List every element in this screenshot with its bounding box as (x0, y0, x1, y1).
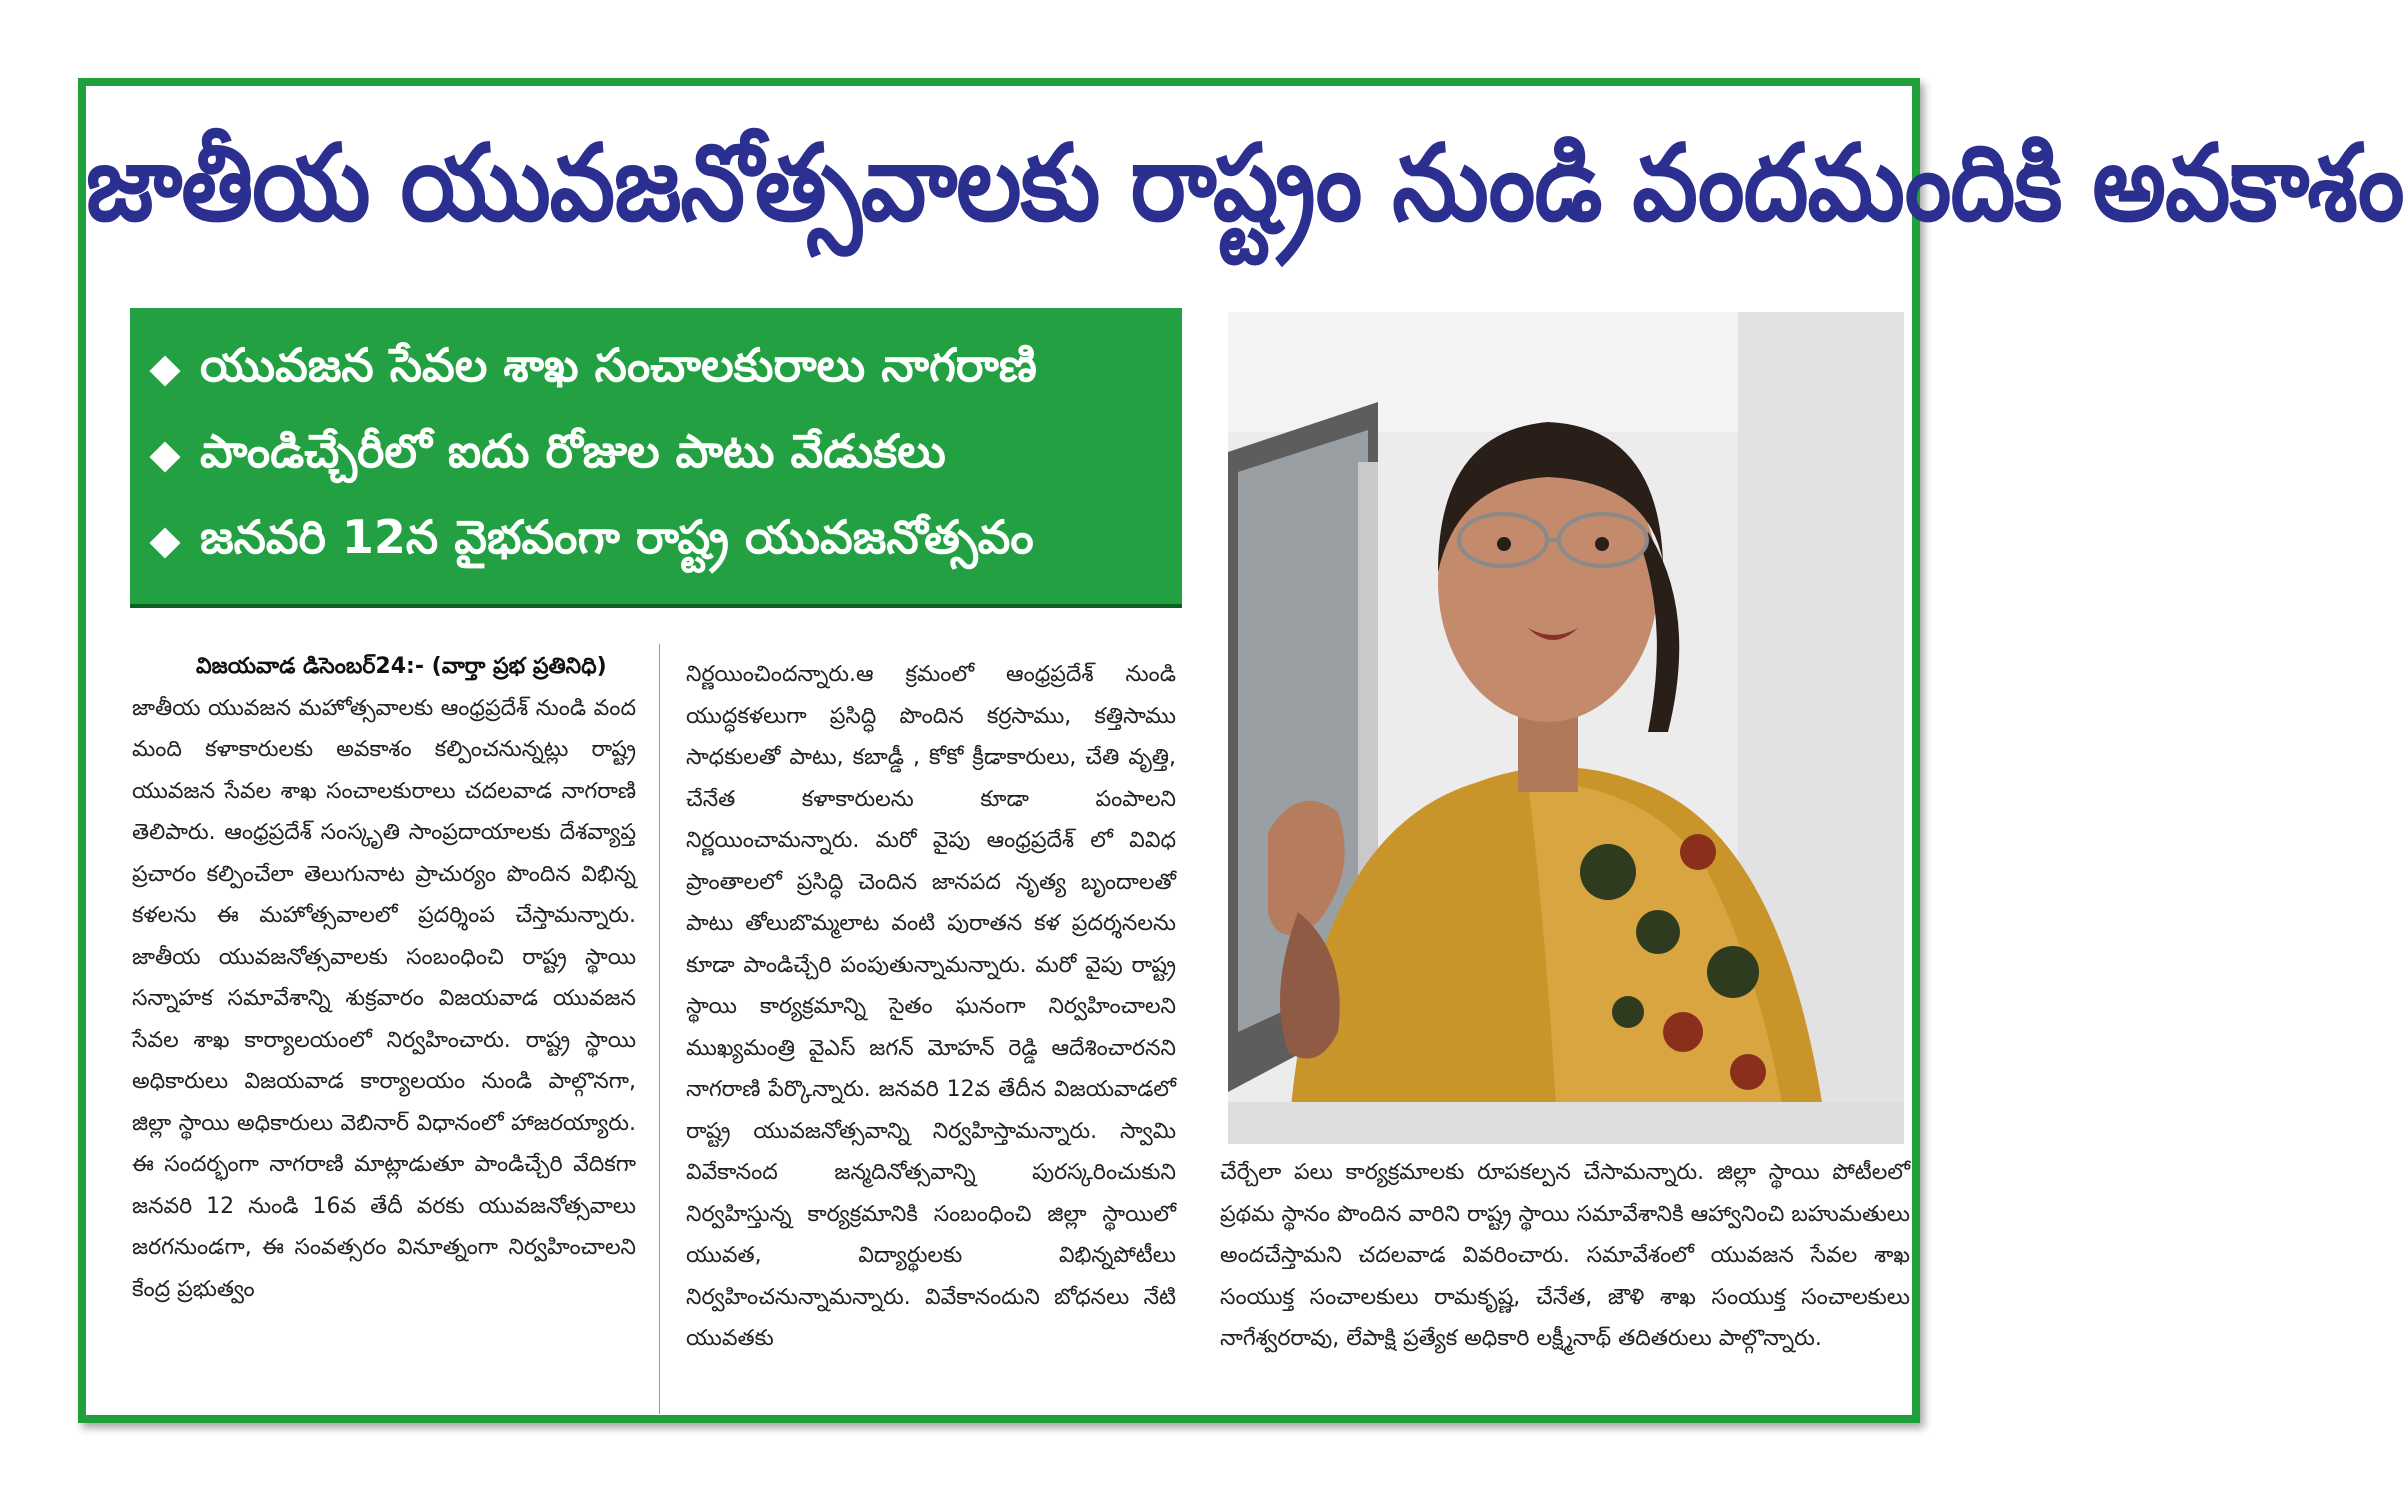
highlights-box (130, 308, 1182, 608)
article-column-2 (686, 654, 1176, 1360)
highlight-text: జనవరి 12న వైభవంగా రాష్ట్ర యువజనోత్సవం (200, 510, 1034, 564)
diamond-bullet-icon (149, 355, 180, 386)
article-dateline: విజయవాడ డిసెంబర్24:- (వార్తా ప్రభ ప్రతినిధి) (196, 654, 607, 679)
article-photo (1228, 312, 1904, 1144)
woman-portrait-image (1228, 312, 1904, 1144)
diamond-bullet-icon (149, 441, 180, 472)
article-headline: జాతీయ యువజనోత్సవాలకు రాష్ట్రం నుండి వందమందికి అవకాశం (86, 121, 2404, 245)
column-text: నిర్ణయించిందన్నారు.ఆ క్రమంలో ఆంధ్రప్రదేశ్ నుండి యుద్ధకళలుగా ప్రసిద్ధి పొందిన కర్రసాము, కత్తిసాము సాధకులతో పాటు, కబాడ్డీ , కోకో క్రీడాకారులు, చేతి వృత్తి, చేనేత కళాకారులను కూడా పంపాలని నిర్ణయించామన్నారు. మరో వైపు ఆంధ్రప్రదేశ్ లో వివిధ ప్రాంతాలలో ప్రసిద్ధి చెందిన జానపద నృత్య బృందాలతో పాటు తోలుబొమ్మలాట వంటి పురాతన కళ ప్రదర్శనలను కూడా పాండిచ్చేరి పంపుతున్నామన్నారు. మరో వైపు రాష్ట్ర స్థాయి కార్యక్రమాన్ని సైతం ఘనంగా నిర్వహించాలని ముఖ్యమంత్రి వైఎస్ జగన్ మోహన్ రెడ్డి ఆదేశించారనని నాగరాణి పేర్కొన్నారు. జనవరి 12వ తేదీన విజయవాడలో రాష్ట్ర యువజనోత్సవాన్ని నిర్వహిస్తామన్నారు. స్వామి వివేకానంద జన్మదినోత్సవాన్ని పురస్కరించుకుని నిర్వహిస్తున్న కార్యక్రమానికి సంబంధించి జిల్లా స్థాయిలో యువత, విద్యార్థులకు విభిన్నపోటీలు నిర్వహించనున్నామన్నారు. వివేకానందుని బోధనలు నేటి యువతకు (686, 662, 1176, 1351)
newspaper-clipping (78, 78, 2404, 1423)
highlight-text: పాండిచ్చేరీలో ఐదు రోజుల పాటు వేడుకలు (200, 424, 946, 478)
diamond-bullet-icon (149, 527, 180, 558)
highlight-item (144, 500, 1168, 586)
column-text: జాతీయ యువజన మహోత్సవాలకు ఆంధ్రప్రదేశ్ నుండి వంద మంది కళాకారులకు అవకాశం కల్పించనున్నట్లు రాష్ట్ర యువజన సేవల శాఖ సంచాలకురాలు చదలవాడ నాగరాణి తెలిపారు. ఆంధ్రప్రదేశ్ సంస్కృతి సాంప్రదాయాలకు దేశవ్యాప్త ప్రచారం కల్పించేలా తెలుగునాట ప్రాచుర్యం పొందిన విభిన్న కళలను ఈ మహోత్సవాలలో ప్రదర్శింప చేస్తామన్నారు. జాతీయ యువజనోత్సవాలకు సంబంధించి రాష్ట్ర స్థాయి సన్నాహక సమావేశాన్ని శుక్రవారం విజయవాడ యువజన సేవల శాఖ కార్యాలయంలో నిర్వహించారు. రాష్ట్ర స్థాయి అధికారులు విజయవాడ కార్యాలయం నుండి పాల్గొనగా, జిల్లా స్థాయి అధికారులు వెబినార్ విధానంలో హాజరయ్యారు. ఈ సందర్భంగా నాగరాణి మాట్లాడుతూ పాండిచ్చేరి వేదికగా జనవరి 12 నుండి 16వ తేదీ వరకు యువజనోత్సవాలు జరగనుండగా, ఈ సంవత్సరం వినూత్నంగా నిర్వహించాలని కేంద్ర ప్రభుత్వం (132, 695, 636, 1302)
article-column-3 (1220, 1152, 1910, 1360)
highlight-text: యువజన సేవల శాఖ సంచాలకురాలు నాగరాణి (200, 338, 1037, 392)
column-divider (659, 644, 660, 1414)
highlight-item (144, 414, 1168, 500)
article-column-1 (132, 646, 636, 1310)
column-text: చేర్చేలా పలు కార్యక్రమాలకు రూపకల్పన చేసామన్నారు. జిల్లా స్థాయి పోటీలలో ప్రథమ స్థానం పొందిన వారిని రాష్ట్ర స్థాయి సమావేశానికి ఆహ్వానించి బహుమతులు అందచేస్తామని చదలవాడ వివరించారు. సమావేశంలో యువజన సేవల శాఖ సంయుక్త సంచాలకులు రామకృష్ణ, చేనేత, జౌళి శాఖ సంయుక్త సంచాలకులు నాగేశ్వరరావు, లేపాక్షి ప్రత్యేక అధికారి లక్ష్మీనాథ్ తదితరులు పాల్గొన్నారు. (1220, 1160, 1910, 1351)
highlight-item (144, 328, 1168, 414)
